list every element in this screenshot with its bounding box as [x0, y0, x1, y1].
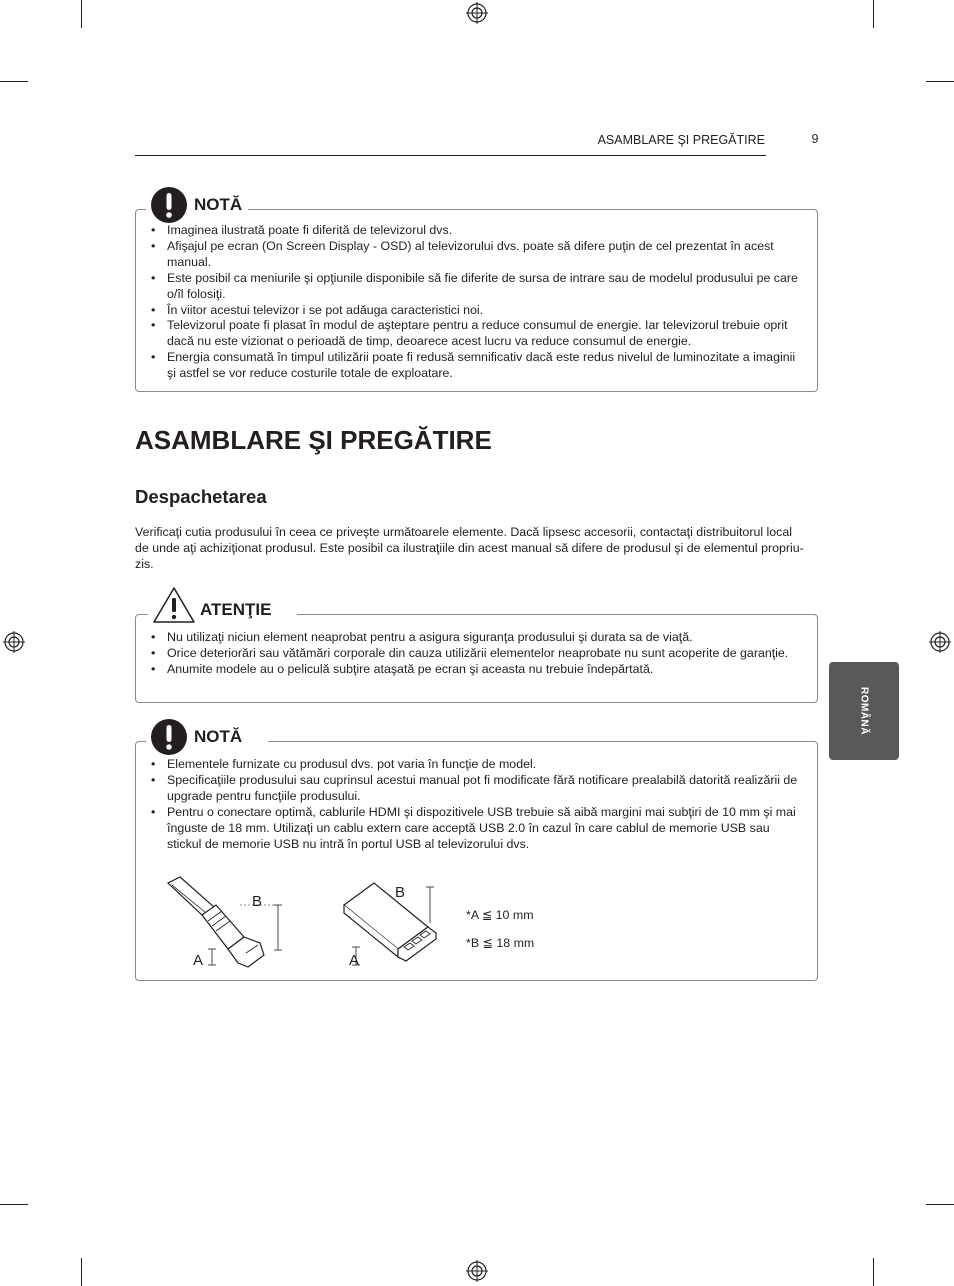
registration-mark-icon [3, 631, 25, 653]
caution-header [148, 585, 297, 625]
page-number: 9 [811, 132, 819, 146]
spec-a: *A ≦ 10 mm [466, 908, 534, 922]
note-box [135, 195, 818, 392]
list-item: • Pentru o conectare optimă, cablurile HDMI şi dispozitivele USB trebuie să aibă margini mai subţiri de 10 mm şi mai înguste de 18 mm. Utilizaţi un cablu extern care acceptă USB 2.0 în cazul în care cablul de memorie USB sau stickul de memorie USB nu intră în portul USB al televizorului dvs. [151, 805, 803, 853]
hdmi-connector-illustration [166, 875, 306, 975]
language-side-tab [829, 662, 899, 760]
crop-mark [873, 0, 874, 28]
header-rule [135, 155, 766, 156]
crop-mark [926, 1204, 954, 1205]
intro-paragraph: Verificaţi cutia produsului în ceea ce priveşte următoarele elemente. Dacă lipsesc accesorii, contactaţi distribuitorul local de unde aţi achiziţionat produsul. Este posibil ca ilustraţiile din acest manual să difere de produsul şi de elementul propriu-zis. [135, 525, 804, 571]
hdmi-label-a: A [193, 952, 204, 969]
registration-mark-icon [929, 631, 951, 653]
caution-box [135, 600, 818, 703]
registration-mark-icon [466, 2, 488, 24]
note-label: NOTĂ [194, 195, 243, 214]
list-item: • Televizorul poate fi plasat în modul de aşteptare pentru a reduce consumul de energie. Iar televizorul trebuie oprit dacă nu este vizionat o perioadă de timp, deoarece acest lucru va reduce consumul de energie. [151, 318, 803, 350]
note-label: NOTĂ [194, 727, 243, 746]
crop-mark [873, 1258, 874, 1286]
list-item: • Orice deteriorări sau vătămări corporale din cauza utilizării elementelor neaprobate nu sunt acoperite de garanţie. [151, 646, 803, 662]
page-title: ASAMBLARE ŞI PREGĂTIRE [135, 425, 492, 455]
crop-mark [81, 1258, 82, 1286]
list-item: • Este posibil ca meniurile şi opţiunile disponibile să fie diferite de sursa de intrare sau de modelul produsului pe care o/îl folosiţi. [151, 271, 803, 303]
crop-mark [0, 81, 28, 82]
caution-label: ATENŢIE [200, 600, 272, 619]
list-item: • Anumite modele au o peliculă subţire ataşată pe ecran şi aceasta nu trebuie îndepărtată. [151, 662, 803, 678]
crop-mark [0, 1204, 28, 1205]
caution-list [151, 630, 803, 678]
list-item: • Specificaţiile produsului sau cuprinsul acestui manual pot fi modificate fără notificare prealabilă datorită realizării de upgrade pentru funcţiile produsului. [151, 773, 803, 805]
list-item: • În viitor acestui televizor i se pot adăuga caracteristici noi. [151, 303, 803, 319]
note-list [151, 223, 803, 382]
language-tab-label: ROMÂNĂ [858, 687, 870, 735]
list-item: • Energia consumată în timpul utilizării poate fi redusă semnificativ dacă este redus nivelul de luminozitate a imaginii şi astfel se vor reduce costurile totale de exploatare. [151, 350, 803, 382]
note-header [146, 717, 268, 757]
note-box [135, 727, 818, 981]
list-item: • Afişajul pe ecran (On Screen Display - OSD) al televizorului dvs. poate să difere puţin de cel prezentat în acest manual. [151, 239, 803, 271]
running-header-title: ASAMBLARE ŞI PREGĂTIRE [597, 133, 765, 147]
hdmi-label-b: B [252, 893, 263, 910]
section-heading: Despachetarea [135, 486, 267, 507]
exclamation-circle-icon [150, 718, 188, 756]
list-item: • Elementele furnizate cu produsul dvs. pot varia în funcţie de model. [151, 757, 803, 773]
list-item: • Nu utilizaţi niciun element neaprobat pentru a asigura siguranţa produsului şi durata sa de viaţă. [151, 630, 803, 646]
registration-mark-icon [466, 1260, 488, 1282]
exclamation-circle-icon [150, 186, 188, 224]
note-header [146, 185, 248, 225]
crop-mark [926, 81, 954, 82]
crop-mark [81, 0, 82, 28]
usb-label-b: B [395, 884, 406, 901]
usb-label-a: A [349, 952, 360, 969]
spec-b: *B ≦ 18 mm [466, 936, 535, 950]
note-list [151, 757, 803, 852]
warning-triangle-icon [152, 586, 196, 624]
list-item: • Imaginea ilustrată poate fi diferită de televizorul dvs. [151, 223, 803, 239]
